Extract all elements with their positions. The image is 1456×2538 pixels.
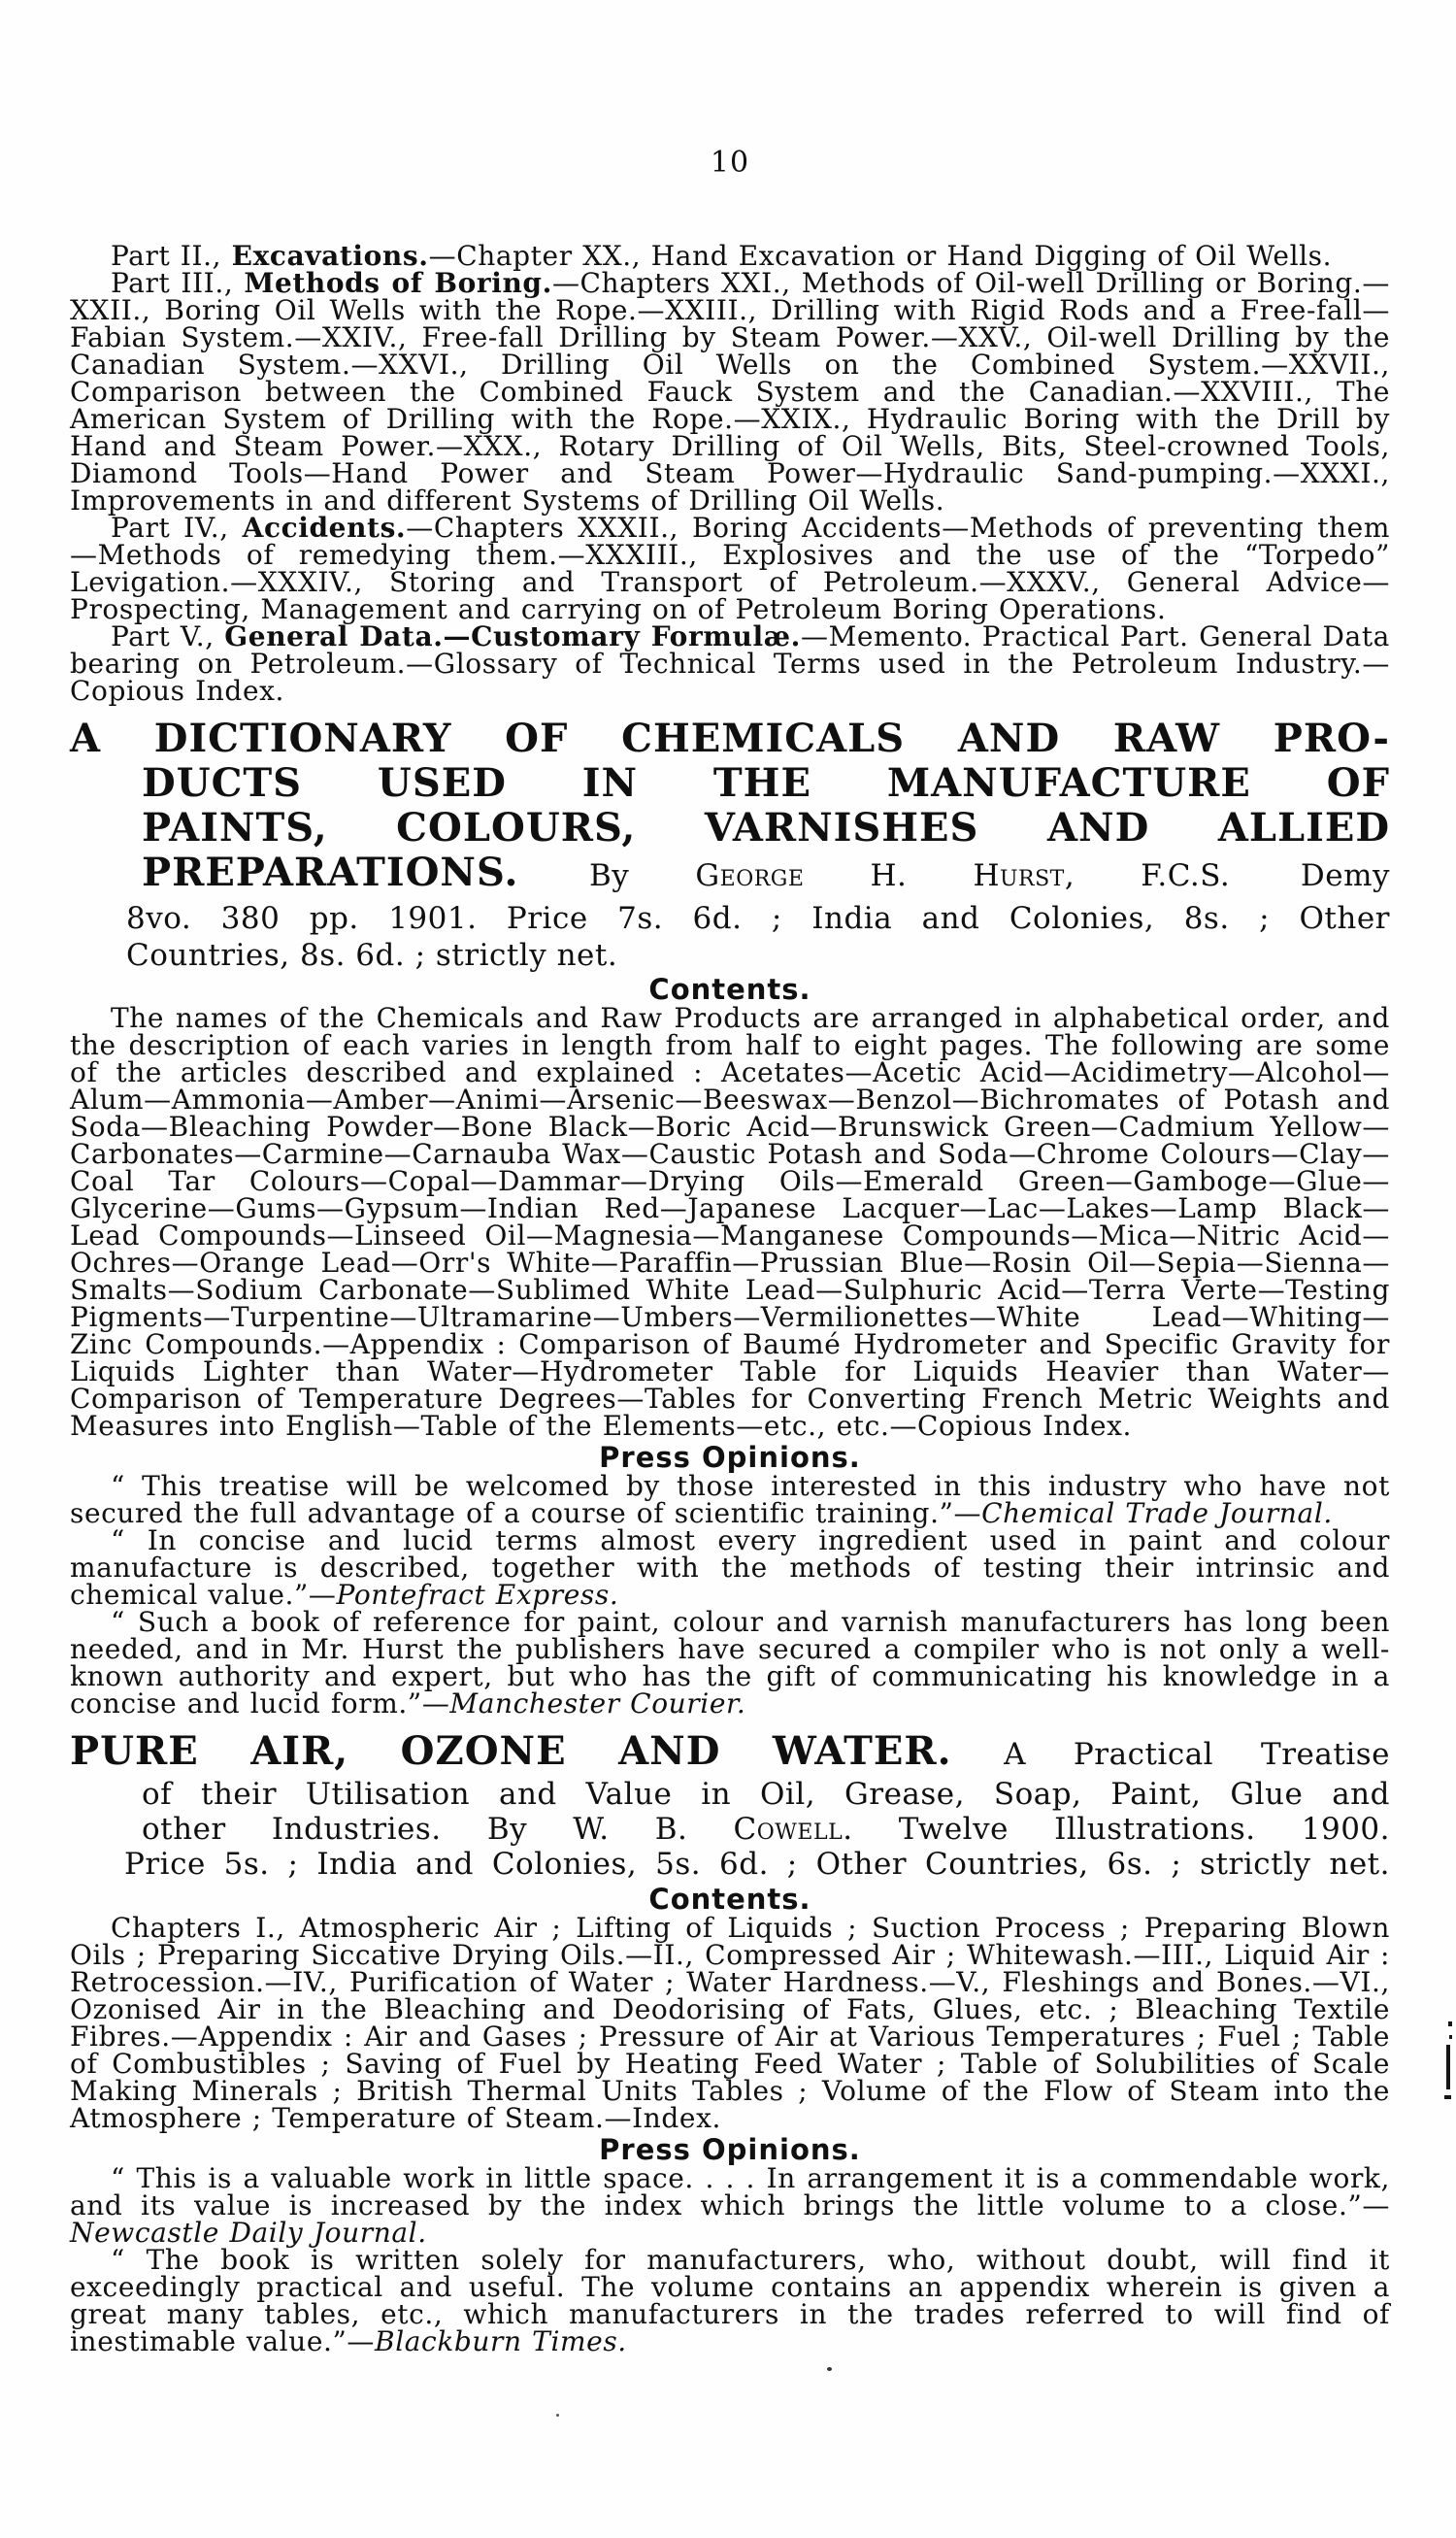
book2-title: [70, 1729, 1390, 1882]
previous-book-contents-section: [70, 240, 1391, 707]
book1-format: Demy: [1300, 858, 1390, 893]
book2-author: W. B. Cowell: [573, 1812, 844, 1847]
part-4-text: —Chapters XXXII., Boring Accidents—Methods of preventing them—Methods of remedying them.—XXXIII., Explosives and the use of the “Torpedo” Levigation.—XXXIV., Storing and Transport of Petroleum.—XXXV., General Advice—Prospecting, Management and carrying on of Petroleum Boring Operations.: [70, 512, 1390, 625]
book2-price-line: Price 5s. ; India and Colonies, 5s. 6d. ; Other Countries, 6s. ; strictly net.: [124, 1847, 1390, 1882]
opinion-source: Newcastle Daily Journal.: [70, 2217, 427, 2249]
book2-contents-heading: Contents.: [648, 1883, 811, 1916]
book2-byline-post: . Twelve Illustrations. 1900.: [843, 1812, 1390, 1847]
part-4-label: Part IV.,: [111, 512, 243, 544]
scan-artifact: [1446, 2045, 1450, 2089]
book2-press-opinion-1: [70, 2162, 1390, 2249]
opinion-quote: “ This treatise will be welcomed by those interested in this industry who have not secured the full advantage of a course of scientific training.”—: [70, 1470, 1390, 1529]
book2-subtitle-line-2: [70, 1812, 1390, 1847]
part-3-title: Methods of Boring.: [244, 267, 552, 299]
part-3-text: —Chapters XXI., Methods of Oil-well Drilling or Boring.—XXII., Boring Oil Wells with the Rope.—XXIII., Drilling with Rigid Rods and a Free-fall—Fabian System.—XXIV., Free-fall Drilling by Steam Power.—XXV., Oil-well Drilling by the Canadian System.—XXVI., Drilling Oil Wells on the Combined System.—XXVII., Comparison between the Combined Fauck System and the Canadian.—XXVIII., The American System of Drilling with the Rope.—XXIX., Hydraulic Boring with the Drill by Hand and Steam Power.—XXX., Rotary Drilling of Oil Wells, Bits, Steel-crowned Tools, Diamond Tools—Hand Power and Steam Power—Hydraulic Sand-pumping.—XXXI., Improvements in and different Systems of Drilling Oil Wells.: [70, 267, 1391, 517]
part-3-paragraph: [70, 267, 1391, 517]
part-3-label: Part III.,: [111, 267, 245, 299]
book2-contents-paragraph: Chapters I., Atmospheric Air ; Lifting of Liquids ; Suction Process ; Preparing Blown Oils ; Preparing Siccative Drying Oils.—II., Compressed Air ; Whitewash.—III., Liquid Air : Retrocession.—IV., Purification of Water ; Water Hardness.—V., Fleshings and Bones.—VI., Ozonised Air in the Bleaching and Deodorising of Fats, Glues, etc. ; Bleaching Textile Fibres.—Appendix : Air and Gases ; Pressure of Air at Various Temperatures ; Fuel ; Table of Combustibles ; Saving of Fuel by Heating Feed Water ; Table of Solubilities of Scale Making Minerals ; British Thermal Units Tables ; Volume of the Flow of Steam into the Atmosphere ; Temperature of Steam.—Index.: [70, 1912, 1390, 2134]
book2-subtitle-line-1: of their Utilisation and Value in Oil, Grease, Soap, Paint, Glue and: [142, 1777, 1390, 1812]
opinion-source: Blackburn Times.: [375, 2325, 627, 2357]
part-5-title: General Data.—Customary Formulæ.: [224, 620, 801, 652]
part-5-paragraph: [70, 620, 1390, 707]
page-number: 10: [710, 146, 750, 180]
book1-title-line-3: [70, 806, 1390, 851]
book1-entry: [70, 717, 1390, 1718]
book1-title-text-2: DUCTS USED IN THE MANUFACTURE OF: [142, 760, 1390, 806]
opinion-source: Manchester Courier.: [449, 1687, 746, 1720]
opinion-source: Pontefract Express.: [336, 1579, 619, 1611]
part-2-title: Excavations.: [231, 240, 429, 272]
part-5-text: —Memento. Practical Part. General Data bearing on Petroleum.—Glossary of Technical Terms used in the Petroleum Industry.—Copious Index.: [70, 620, 1390, 707]
scan-artifact: [1448, 2021, 1452, 2026]
book1-title-text-4: PREPARATIONS.: [142, 850, 519, 895]
book1-byline-pre: By: [589, 858, 696, 893]
book1-contents-heading: Contents.: [648, 973, 811, 1006]
scan-artifact: [1444, 2095, 1451, 2099]
book1-title-line-4: [70, 851, 1390, 898]
book1-title-text-3: PAINTS, COLOURS, VARNISHES AND ALLIED: [142, 805, 1390, 851]
book1-press-opinion-2: [70, 1524, 1390, 1611]
part-2-label: Part II.,: [111, 240, 232, 272]
part-5-label: Part V.,: [111, 620, 225, 652]
opinion-source: Chemical Trade Journal.: [981, 1497, 1333, 1529]
book1-press-opinions-heading: Press Opinions.: [599, 1441, 861, 1474]
book1-byline-post: , F.C.S.: [1064, 858, 1231, 893]
text-column: [70, 146, 1390, 2355]
book1-author: George H. Hurst: [695, 858, 1065, 893]
part-4-title: Accidents.: [242, 512, 407, 544]
book1-title-line-2: [70, 761, 1390, 806]
scan-artifact: [827, 2367, 832, 2371]
book1-press-opinion-3: [70, 1606, 1390, 1720]
scan-artifact: [1449, 2035, 1452, 2039]
book2-byline-pre: other Industries. By: [142, 1812, 574, 1847]
book1-imprint-line-1: 8vo. 380 pp. 1901. Price 7s. 6d. ; India and Colonies, 8s. ; Other: [126, 901, 1390, 936]
scan-artifact: [556, 2414, 559, 2417]
book1-title: [70, 717, 1390, 898]
book2-press-opinions-heading: Press Opinions.: [599, 2133, 861, 2166]
part-4-paragraph: [70, 512, 1390, 625]
part-2-paragraph: [70, 240, 1390, 272]
book1-contents-paragraph: The names of the Chemicals and Raw Products are arranged in alphabetical order, and the description of each varies in length from half to eight pages. The following are some of the articles described and explained : Acetates—Acetic Acid—Acidimetry—Alcohol—Alum—Ammonia—Amber—Animi—Arsenic—Beeswax—Benzol—Bichromates of Potash and Soda—Bleaching Powder—Bone Black—Boric Acid—Brunswick Green—Cadmium Yellow—Carbonates—Carmine—Carnauba Wax—Caustic Potash and Soda—Chrome Colours—Clay—Coal Tar Colours—Copal—Dammar—Drying Oils—Emerald Green—Gamboge—Glue—Glycerine—Gums—Gypsum—Indian Red—Japanese Lacquer—Lac—Lakes—Lamp Black—Lead Compounds—Linseed Oil—Magnesia—Manganese Compounds—Mica—Nitric Acid—Ochres—Orange Lead—Orr's White—Paraffin—Prussian Blue—Rosin Oil—Sepia—Sienna—Smalts—Sodium Carbonate—Sublimed White Lead—Sulphuric Acid—Terra Verte—Testing Pigments—Turpentine—Ultramarine—Umbers—Vermilionettes—White Lead—Whiting—Zinc Compounds.—Appendix : Comparison of Baumé Hydrometer and Specific Gravity for Liquids Lighter than Water—Hydrometer Table for Liquids Heavier than Water—Comparison of Temperature Degrees—Tables for Converting French Metric Weights and Measures into English—Table of the Elements—etc., etc.—Copious Index.: [70, 1002, 1390, 1442]
book2-title-text: PURE AIR, OZONE AND WATER.: [70, 1728, 952, 1774]
book1-title-text-1: A DICTIONARY OF CHEMICALS AND RAW PRO-: [70, 716, 1390, 761]
book1-press-opinion-1: [70, 1470, 1390, 1529]
opinion-quote: “ In concise and lucid terms almost every ingredient used in paint and colour manufacture is described, together with the methods of testing their intrinsic and chemical value.”—: [70, 1524, 1390, 1611]
book1-imprint-line-2: Countries, 8s. 6d. ; strictly net.: [126, 938, 618, 973]
book2-title-line-1: [70, 1729, 1390, 1777]
opinion-quote: “ The book is written solely for manufacturers, who, without doubt, will find it exceedingly practical and useful. The volume contains an appendix wherein is given a great many tables, etc., which manufacturers in the trades referred to will find of inestimable value.”—: [70, 2244, 1390, 2357]
opinion-quote: “ This is a valuable work in little space. . . . In arrangement it is a commendable work, and its value is increased by the index which brings the little volume to a close.”—: [70, 2162, 1390, 2221]
book2-press-opinion-2: [70, 2244, 1390, 2357]
opinion-quote: “ Such a book of reference for paint, colour and varnish manufacturers has long been needed, and in Mr. Hurst the publishers have secured a compiler who is not only a well-known authority and expert, but who has the gift of communicating his knowledge in a concise and lucid form.”—: [70, 1606, 1390, 1720]
book2-subtitle-text: A Practical Treatise: [1004, 1737, 1390, 1772]
book2-entry: [70, 1729, 1390, 2355]
part-2-text: —Chapter XX., Hand Excavation or Hand Digging of Oil Wells.: [428, 240, 1333, 272]
book1-title-line-1: [70, 717, 1390, 761]
